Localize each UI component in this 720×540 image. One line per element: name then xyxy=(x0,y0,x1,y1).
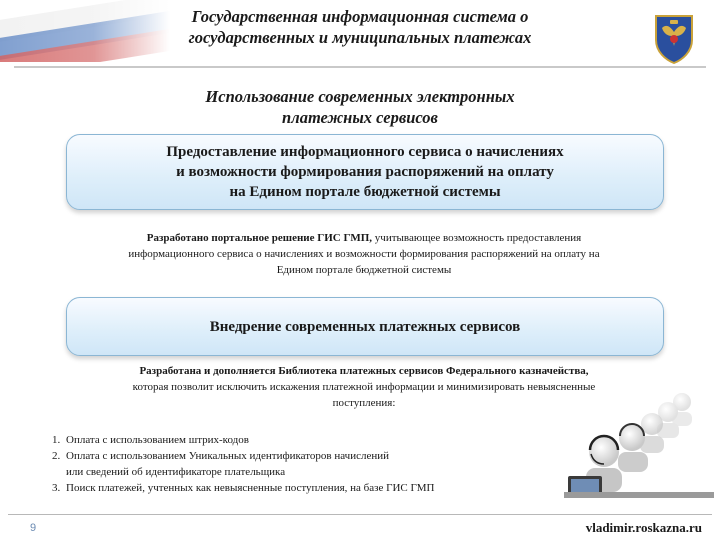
section-title xyxy=(140,86,580,128)
library-text-1: которая позволит исключить искажения платежной информации и минимизировать невыясненные xyxy=(132,381,596,393)
list-item-text: Оплата с использованием штрих-кодов xyxy=(66,434,249,446)
portal-service-line-3: на Едином портале бюджетной системы xyxy=(229,184,501,200)
section-title-line-2: платежных сервисов xyxy=(282,108,438,127)
list-item-number: 3. xyxy=(52,482,61,494)
section-title-line-1: Использование современных электронных xyxy=(205,87,515,106)
header-title-line-1: Государственная информационная система о xyxy=(191,7,529,26)
library-lead: Разработана и дополняется Библиотека платежных сервисов Федерального казначейства, xyxy=(139,365,589,377)
footer-divider xyxy=(8,514,712,515)
portal-solution-paragraph xyxy=(58,230,670,278)
list-item xyxy=(52,464,572,480)
header-title xyxy=(150,6,570,48)
payment-services-box xyxy=(66,297,664,356)
treasury-emblem-icon xyxy=(650,12,698,64)
list-item-number: 2. xyxy=(52,450,61,462)
list-item-text: Оплата с использованием Уникальных идентификаторов начислений xyxy=(66,450,390,462)
payment-methods-list xyxy=(52,432,572,496)
portal-service-line-1: Предоставление информационного сервиса о начислениях xyxy=(166,144,564,160)
portal-solution-lead: Разработано портальное решение ГИС ГМП, xyxy=(146,232,373,244)
site-link[interactable]: vladimir.roskazna.ru xyxy=(585,520,702,535)
portal-service-box xyxy=(66,134,664,210)
payment-services-label: Внедрение современных платежных сервисов xyxy=(209,318,521,335)
call-center-operators-icon xyxy=(564,380,714,500)
list-item-text: Поиск платежей, учтенных как невыясненные поступления, на базе ГИС ГМП xyxy=(66,482,435,494)
flag-decoration xyxy=(0,0,170,62)
list-item xyxy=(52,432,572,448)
header-title-line-2: государственных и муниципальных платежах xyxy=(188,28,532,47)
portal-solution-text-2: информационного сервиса о начислениях и возможности формирования распоряжений на оплату на xyxy=(128,248,600,260)
library-text-2: поступления: xyxy=(332,397,396,409)
portal-solution-text-1: учитывающее возможность предоставления xyxy=(372,232,582,244)
list-item xyxy=(52,480,572,496)
list-item xyxy=(52,448,572,464)
footer xyxy=(0,512,720,540)
portal-solution-text-3: Едином портале бюджетной системы xyxy=(276,264,452,276)
list-item-number: 1. xyxy=(52,434,61,446)
page-number: 9 xyxy=(30,522,37,534)
header-divider xyxy=(14,66,706,68)
list-item-text: или сведений об идентификаторе плательщика xyxy=(66,466,286,478)
portal-service-line-2: и возможности формирования распоряжений на оплату xyxy=(176,164,554,180)
